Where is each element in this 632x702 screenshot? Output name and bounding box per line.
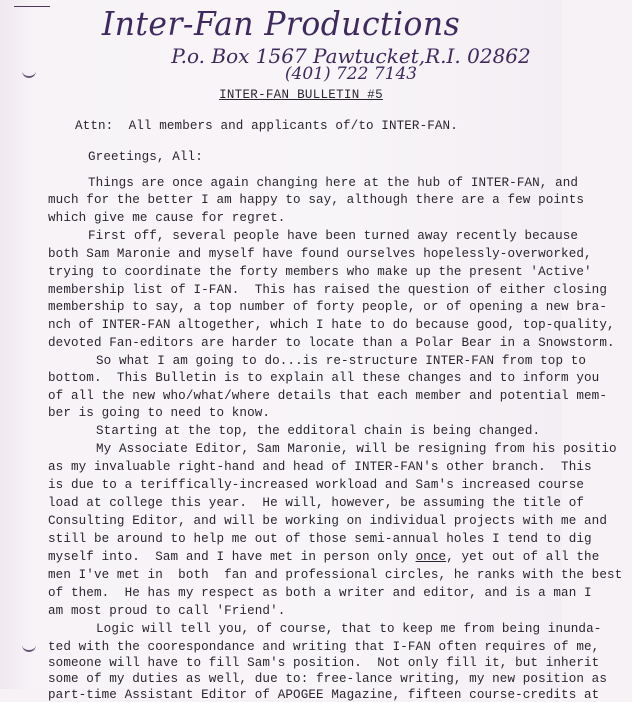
body-line: load at college this year. He will, however, be assuming the title of [48,496,585,510]
body-line: trying to coordinate the forty members who make up the present 'Active' [48,265,592,279]
body-line: part-time Assistant Editor of APOGEE Magazine, fifteen course-credits at [48,688,600,702]
body-line: ber is going to need to know. [48,406,271,420]
body-line: as my invaluable right-hand and head of INTER-FAN's other branch. This [48,460,592,474]
body-line: still be around to help me out of those semi-annual holes I tend to dig [48,532,592,546]
body-line: Things are once again changing here at the hub of INTER-FAN, and [88,176,579,190]
body-line: both Sam Maronie and myself have found ourselves hopelessly-overworked, [48,247,592,261]
body-line: is due to a teriffically-increased workload and Sam's increased course [48,478,585,492]
greeting-line: Greetings, All: [88,150,203,164]
body-line: much for the better I am happy to say, although there are a few points [48,193,585,207]
body-line: which give me cause for regret. [48,211,286,225]
letterhead-name: Inter-Fan Productions [101,4,461,43]
body-line: membership list of I-FAN. This has raised the question of either closing [48,283,607,297]
body-line: My Associate Editor, Sam Maronie, will be resigning from his positio [96,442,617,456]
letterhead-address: P.o. Box 1567 Pawtucket,R.I. 02862 [171,44,531,68]
body-line: nch of INTER-FAN altogether, which I hate to do because good, top-quality, [48,318,615,332]
body-line: membership to say, a top number of forty people, or of opening a new bra- [48,300,607,314]
body-line: of all the new who/what/where details that each member and potential mem- [48,389,607,403]
bulletin-title: INTER-FAN BULLETIN #5 [219,88,383,102]
body-line: Consulting Editor, and will be working on individual projects with me and [48,514,607,528]
body-line: Logic will tell you, of course, that to keep me from being inunda- [96,622,602,636]
body-line: So what I am going to do...is re-structure INTER-FAN from top to [96,354,587,368]
body-line: am most proud to call 'Friend'. [48,604,286,618]
body-line-part: myself into. Sam and I have met in person only [48,550,416,564]
body-line: devoted Fan-editors are harder to locate than a Polar Bear in a Snowstorm. [48,336,615,350]
letterhead-phone: (401) 722 7143 [284,64,418,84]
body-line [48,550,599,564]
body-line-part: , yet out of all the [446,550,600,564]
body-line: men I've met in both fan and professional circles, he ranks with the best [48,568,623,582]
body-line: bottom. This Bulletin is to explain all these changes and to inform you [48,371,600,385]
body-line: someone will have to fill Sam's position. Not only fill it, but inherit [48,656,600,670]
body-line: First off, several people have been turned away recently because [88,229,579,243]
body-line: Starting at the top, the edditoral chain is being changed. [96,424,541,438]
body-line: some of my duties as well, due to: free-lance writing, my new position as [48,672,607,686]
body-line: of them. He has my respect as both a writer and editor, and is a man I [48,586,592,600]
underlined-word: once [415,550,447,564]
body-line: ted with the coorespondance and writing that I-FAN often requires of me, [48,640,600,654]
attention-line: Attn: All members and applicants of/to INTER-FAN. [75,119,458,133]
